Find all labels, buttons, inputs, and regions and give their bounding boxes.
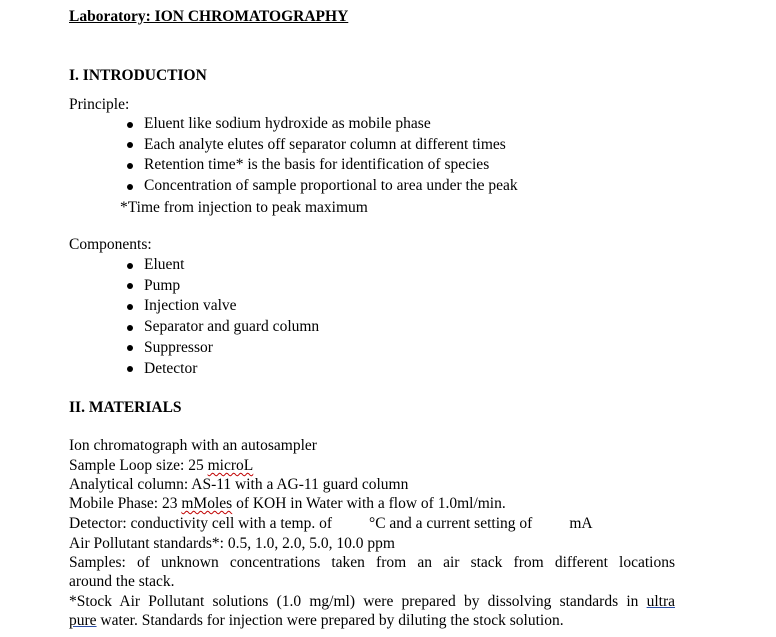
list-item: Each analyte elutes off separator column at different times — [124, 135, 518, 156]
list-item: Separator and guard column — [124, 317, 319, 338]
sample-loop-unit: microL — [207, 457, 254, 474]
list-item: Detector — [124, 359, 319, 380]
mobile-phase-line — [69, 494, 506, 513]
list-item: Eluent like sodium hydroxide as mobile phase — [124, 114, 518, 135]
stock-line-1 — [69, 592, 675, 611]
principle-list — [124, 114, 518, 197]
list-item: Suppressor — [124, 338, 319, 359]
mobile-phase-rest: of KOH in Water with a flow of 1.0ml/min. — [232, 495, 506, 512]
instrument-line: Ion chromatograph with an autosampler — [69, 437, 317, 454]
detector-line — [69, 514, 593, 533]
stock-word-ultra: ultra — [646, 593, 675, 610]
document-title: Laboratory: ION CHROMATOGRAPHY — [69, 8, 349, 25]
stock-text-1: *Stock Air Pollutant solutions (1.0 mg/ml) were prepared by dissolving standards in — [69, 593, 647, 610]
sample-loop-text: Sample Loop size: 25 — [69, 457, 208, 474]
column-line: Analytical column: AS-11 with a AG-11 guard column — [69, 476, 409, 493]
detector-unit: mA — [569, 515, 593, 532]
materials-heading: II. MATERIALS — [69, 399, 182, 416]
list-item: Eluent — [124, 255, 319, 276]
sample-loop-line — [69, 456, 253, 475]
list-item: Retention time* is the basis for identification of species — [124, 155, 518, 176]
samples-line-1: Samples: of unknown concentrations taken from an air stack from different locations — [69, 554, 675, 571]
mobile-phase-unit: mMoles — [181, 495, 233, 512]
intro-heading: I. INTRODUCTION — [69, 67, 207, 84]
components-list — [124, 255, 319, 379]
detector-text: Detector: conductivity cell with a temp. of — [69, 515, 332, 532]
list-item: Injection valve — [124, 296, 319, 317]
samples-line-2: around the stack. — [69, 573, 175, 590]
principle-label: Principle: — [69, 96, 130, 113]
stock-line-2 — [69, 611, 564, 630]
stock-text-2: water. Standards for injection were prepared by diluting the stock solution. — [96, 612, 564, 629]
standards-line: Air Pollutant standards*: 0.5, 1.0, 2.0, 5.0, 10.0 ppm — [69, 535, 395, 552]
components-label: Components: — [69, 236, 152, 253]
detector-mid: °C and a current setting of — [369, 515, 533, 532]
mobile-phase-text: Mobile Phase: 23 — [69, 495, 182, 512]
stock-word-pure: pure — [69, 612, 97, 629]
footnote: *Time from injection to peak maximum — [120, 199, 368, 216]
list-item: Pump — [124, 276, 319, 297]
list-item: Concentration of sample proportional to area under the peak — [124, 176, 518, 197]
